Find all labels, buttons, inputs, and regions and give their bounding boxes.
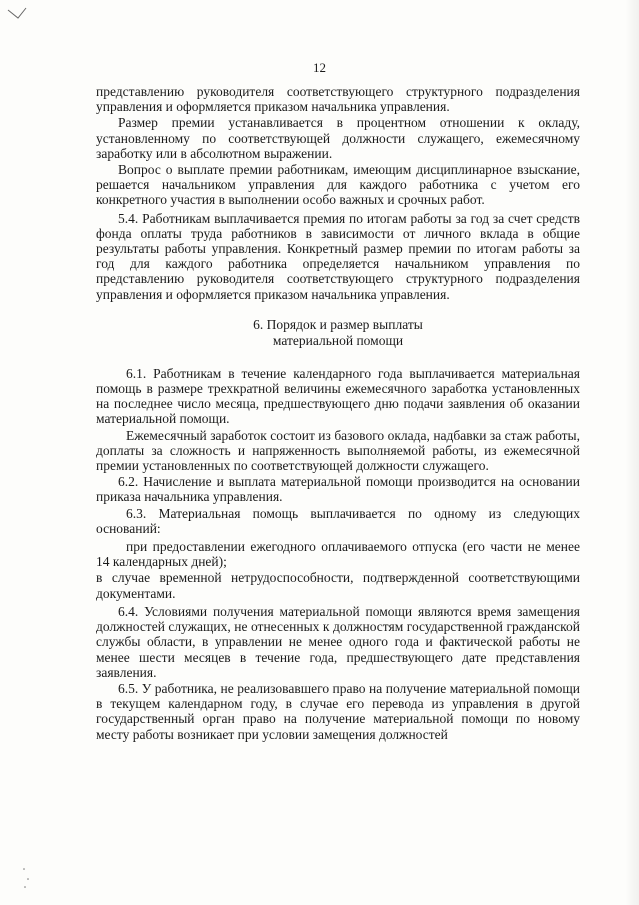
paragraph-6-1: 6.1. Работникам в течение календарного года выплачивается материальная помощь в размере трехкратной величины ежемесячного заработка установленных на последнее число месяца, предшествующего дню подачи заявления об оказании материальной помощи. (96, 365, 580, 427)
paragraph-continuation: представлению руководителя соответствующего структурного подразделения управления и оформляется приказом начальника управления. (96, 84, 580, 115)
paragraph-bonus-size: Размер премии устанавливается в процентном отношении к окладу, установленному по соответствующей должности служащего, ежемесячному заработку или в абсолютном выражении. (96, 115, 580, 161)
paragraph-6-4: 6.4. Условиями получения материальной помощи являются время замещения должностей служащих, не отнесенных к должностям государственной гражданской службы области, в управлении не менее одного года и фактической работы не менее шести месяцев в течение года, предшествующего дате представления заявления. (96, 603, 580, 680)
scan-artifact-mark (6, 6, 28, 36)
scan-artifact-dots (18, 861, 40, 891)
paragraph-6-3-illness: в случае временной нетрудоспособности, подтвержденной соответствующими документами. (96, 570, 580, 601)
paragraph-monthly-earnings: Ежемесячный заработок состоит из базового оклада, надбавки за стаж работы, доплаты за сложность и напряженность выполняемой работы, из ежемесячной премии установленных по соответствующей должности служащего. (96, 427, 580, 474)
paragraph-6-3: 6.3. Материальная помощь выплачивается по одному из следующих оснований: (96, 505, 580, 536)
section-6-heading-line2: материальной помощи (272, 332, 404, 348)
section-6-heading (96, 317, 580, 349)
paragraph-6-5: 6.5. У работника, не реализовавшего право на получение материальной помощи в текущем календарном году, в случае его перевода из управления в другой государственный орган право на получение материальной помощи по новому месту работы возникает при условии замещения должностей (96, 680, 580, 742)
section-6-heading-line1: 6. Порядок и размер выплаты (253, 316, 423, 332)
paragraph-6-2: 6.2. Начисление и выплата материальной помощи производится на основании приказа начальника управления. (96, 474, 580, 505)
paragraph-6-3-vacation: при предоставлении ежегодного оплачиваемого отпуска (его части не менее 14 календарных дней); (96, 539, 580, 570)
paragraph-bonus-disciplinary: Вопрос о выплате премии работникам, имеющим дисциплинарное взыскание, решается начальником управления для каждого работника с учетом его конкретного участия в выполнении особо важных и срочных работ. (96, 162, 580, 208)
scan-edge-shadow (625, 0, 639, 905)
document-body (96, 84, 580, 743)
paragraph-5-4: 5.4. Работникам выплачивается премия по итогам работы за год за счет средств фонда оплаты труда работников в зависимости от личного вклада в общие результаты работы управления. Конкретный размер премии по итогам работы за год для каждого работника определяется начальником управления по представлению руководителя соответствующего структурного подразделения управления и оформляется приказом начальника управления. (96, 210, 580, 302)
page-number: 12 (313, 60, 326, 75)
